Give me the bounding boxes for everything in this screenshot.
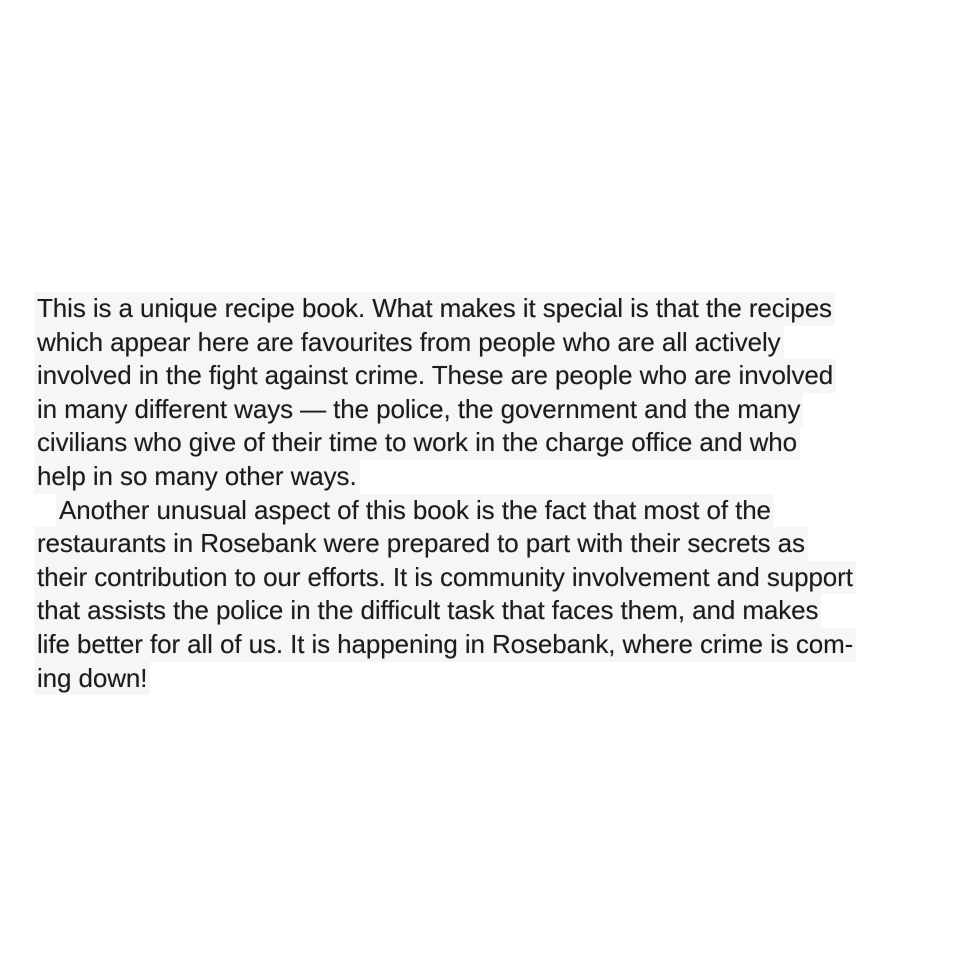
text-line [37,494,942,528]
text-line [37,460,942,494]
text-line-content: help in so many other ways. [34,460,360,494]
text-line-content: which appear here are favourites from people who are all actively [34,326,784,360]
text-line [37,393,942,427]
text-line-content: involved in the fight against crime. These are people who are involved [34,359,836,393]
text-line [37,292,942,326]
paragraph-1 [37,292,942,494]
body-text [37,292,942,695]
text-line-content: their contribution to our efforts. It is community involvement and support [34,561,856,595]
text-line-content: Another unusual aspect of this book is the fact that most of the [56,494,774,528]
text-line-content: life better for all of us. It is happening in Rosebank, where crime is com- [34,628,856,662]
text-line [37,527,942,561]
text-line-content: civilians who give of their time to work in the charge office and who [34,426,800,460]
text-line [37,594,942,628]
text-line-content: This is a unique recipe book. What makes it special is that the recipes [34,292,835,326]
text-line-content: in many different ways — the police, the government and the many [34,393,803,427]
text-line-content: that assists the police in the difficult task that faces them, and makes [34,594,821,628]
text-line [37,561,942,595]
text-line [37,662,942,696]
text-line [37,628,942,662]
text-line-content: restaurants in Rosebank were prepared to part with their secrets as [34,527,808,561]
text-line [37,359,942,393]
text-line [37,326,942,360]
text-line [37,426,942,460]
text-line-content: ing down! [34,662,150,696]
paragraph-2 [37,494,942,696]
